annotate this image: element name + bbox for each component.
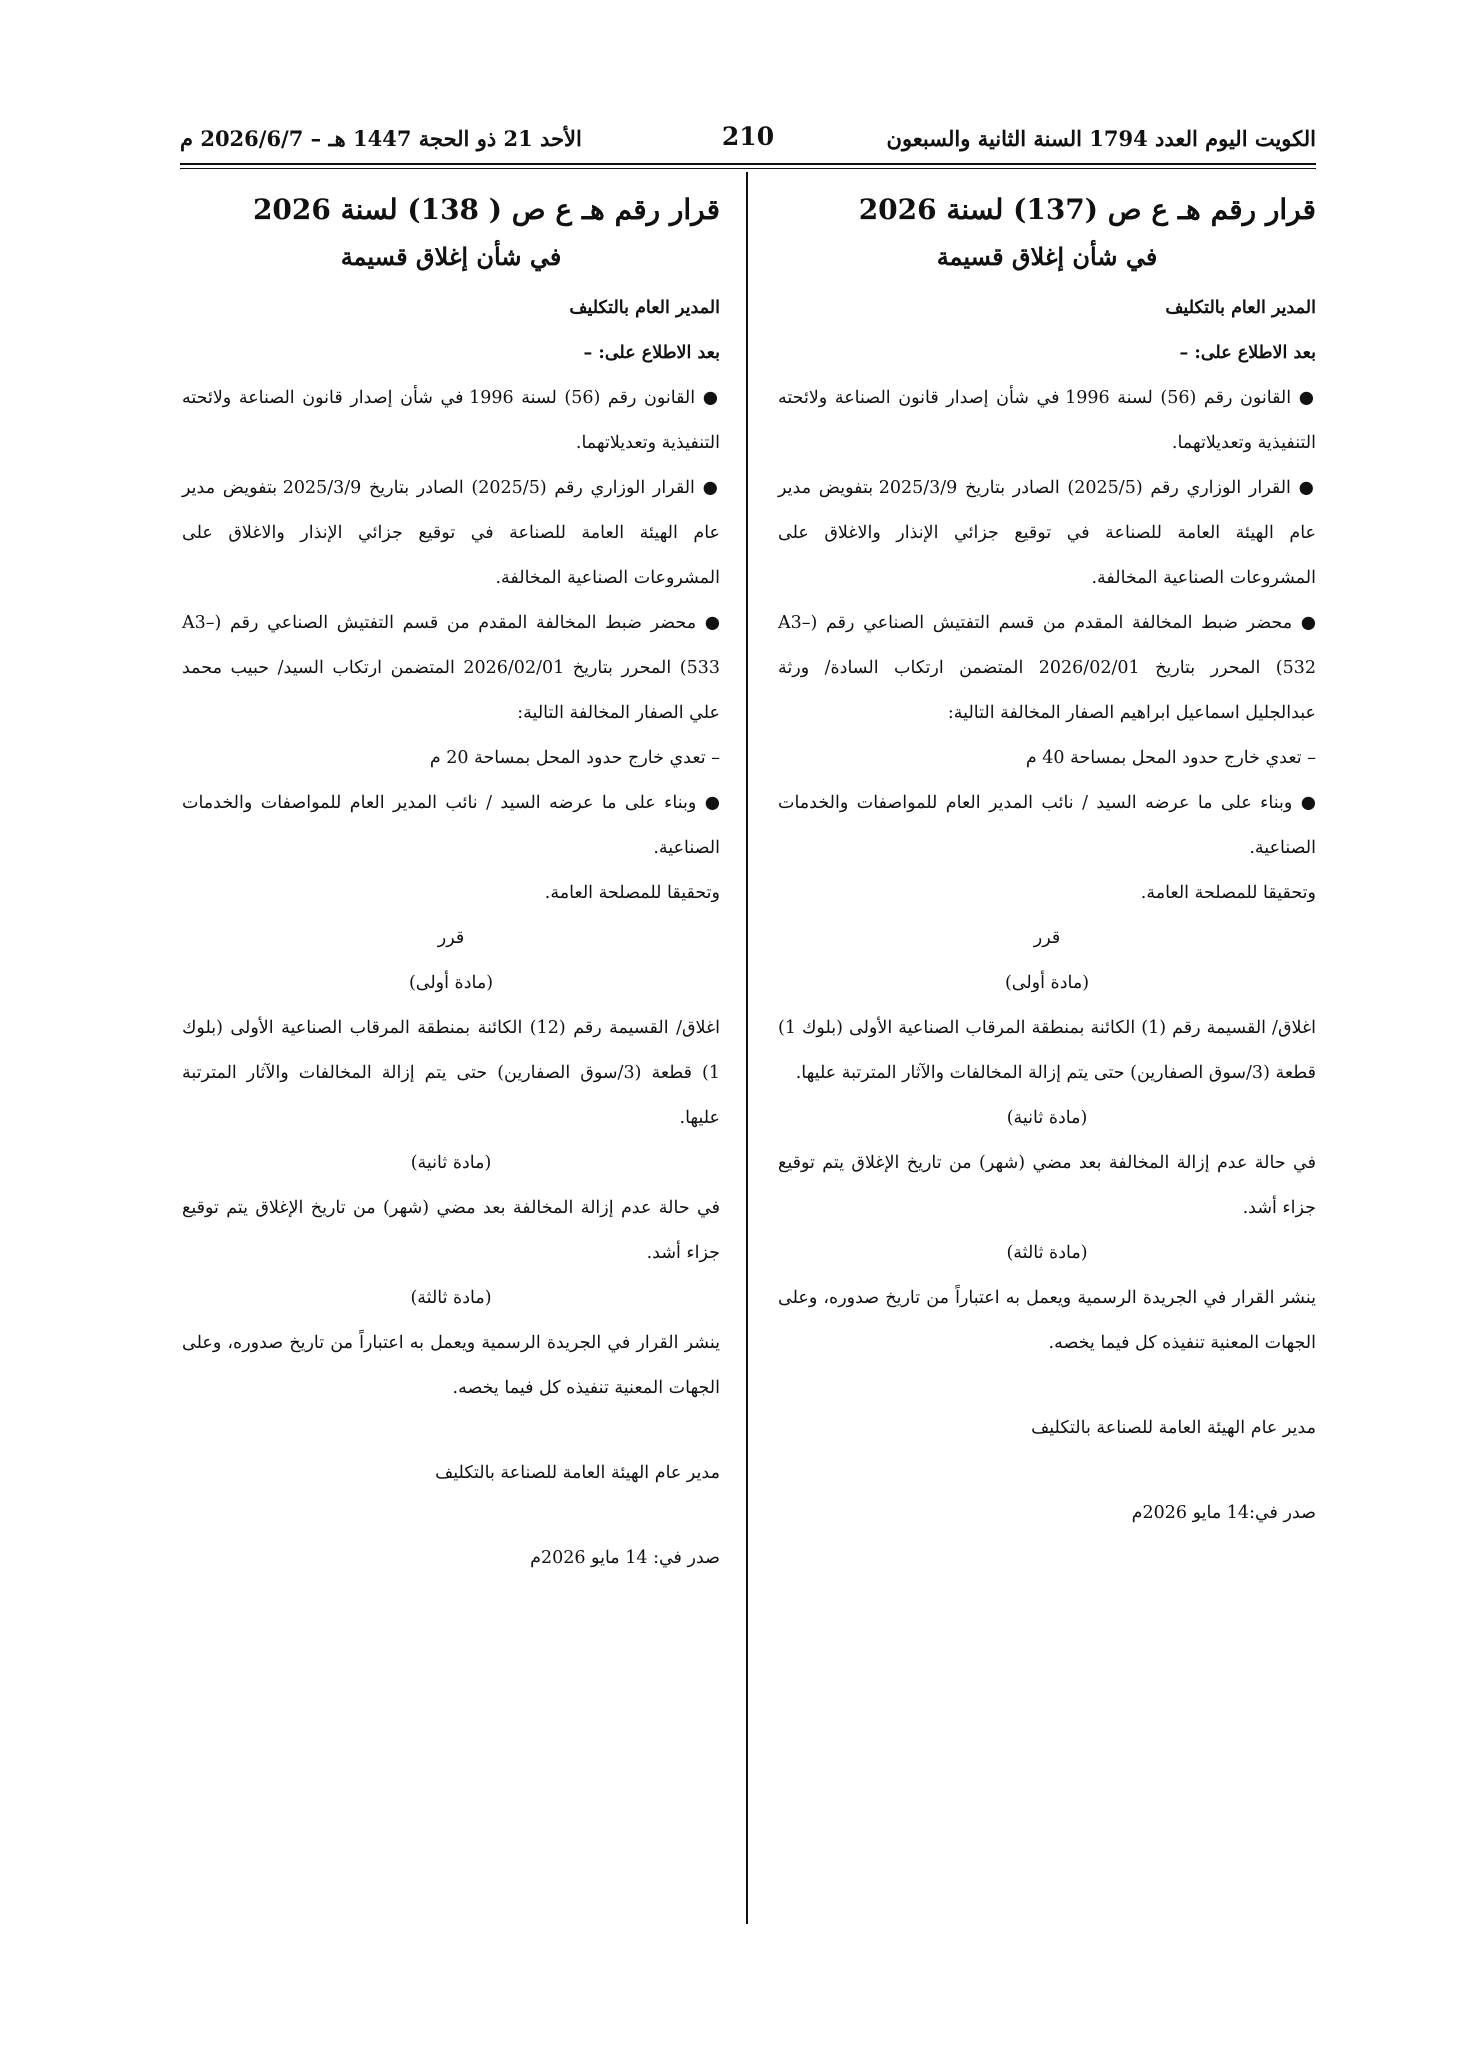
header-rule-thin <box>180 168 1316 169</box>
decision-title: قرار رقم هـ ع ص ( 138) لسنة 2026 <box>252 193 720 226</box>
clause-ministerial-decision: ● القرار الوزاري رقم (2025/5) الصادر بتاريخ 2025/3/9 بتفويض مدير عام الهيئة العامة للصناعة في توقيع جزائي الإنذار والاغلاق على المشروعات الصناعية المخالفة. <box>182 478 720 588</box>
issued-date: صدر في:14 مايو 2026م <box>1131 1503 1316 1523</box>
public-interest: وتحقيقا للمصلحة العامة. <box>544 883 720 903</box>
after-review: بعد الاطلاع على: – <box>583 343 720 363</box>
article-3-text: ينشر القرار في الجريدة الرسمية ويعمل به اعتباراً من تاريخ صدوره، وعلى الجهات المعنية تنفيذه كل فيما يخصه. <box>182 1333 720 1398</box>
issued-date: صدر في: 14 مايو 2026م <box>530 1548 720 1568</box>
issuer: المدير العام بالتكليف <box>569 298 720 318</box>
decided-heading: قرر <box>437 928 465 948</box>
article-2-heading: (مادة ثانية) <box>1006 1108 1088 1128</box>
article-2-heading: (مادة ثانية) <box>410 1153 492 1173</box>
header-rule-thick <box>180 163 1316 165</box>
article-2-text: في حالة عدم إزالة المخالفة بعد مضي (شهر) من تاريخ الإغلاق يتم توقيع جزاء أشد. <box>778 1153 1316 1218</box>
violation-item: – تعدي خارج حدود المحل بمساحة 40 م <box>1025 748 1316 768</box>
decision-138-column <box>182 180 720 1581</box>
signatory: مدير عام الهيئة العامة للصناعة بالتكليف <box>435 1463 720 1483</box>
clause-violation-report: ● محضر ضبط المخالفة المقدم من قسم التفتيش الصناعي رقم (A3–532) المحرر بتاريخ 2026/02/01 المتضمن ارتكاب السادة/ ورثة عبدالجليل اسماعيل ابراهيم الصفار المخالفة التالية: <box>778 613 1316 723</box>
violation-item: – تعدي خارج حدود المحل بمساحة 20 م <box>429 748 720 768</box>
issuer: المدير العام بالتكليف <box>1165 298 1316 318</box>
clause-ministerial-decision: ● القرار الوزاري رقم (2025/5) الصادر بتاريخ 2025/3/9 بتفويض مدير عام الهيئة العامة للصناعة في توقيع جزائي الإنذار والاغلاق على المشروعات الصناعية المخالفة. <box>778 478 1316 588</box>
decision-title: قرار رقم هـ ع ص (137) لسنة 2026 <box>858 193 1316 226</box>
decision-137-column <box>778 180 1316 1536</box>
public-interest: وتحقيقا للمصلحة العامة. <box>1140 883 1316 903</box>
clause-proposal: ● وبناء على ما عرضه السيد / نائب المدير العام للمواصفات والخدمات الصناعية. <box>182 793 720 858</box>
clause-violation-report: ● محضر ضبط المخالفة المقدم من قسم التفتيش الصناعي رقم (A3–533) المحرر بتاريخ 2026/02/01 المتضمن ارتكاب السيد/ حبيب محمد علي الصفار المخالفة التالية: <box>182 613 720 723</box>
page-header <box>180 118 1316 160</box>
article-1-text: اغلاق/ القسيمة رقم (1) الكائنة بمنطقة المرقاب الصناعية الأولى (بلوك 1) قطعة (3/سوق الصفارين) حتى يتم إزالة المخالفات والآثار المترتبة عليها. <box>778 1018 1316 1083</box>
article-1-heading: (مادة أولى) <box>408 973 494 993</box>
article-3-heading: (مادة ثالثة) <box>410 1288 492 1308</box>
article-1-text: اغلاق/ القسيمة رقم (12) الكائنة بمنطقة المرقاب الصناعية الأولى (بلوك 1) قطعة (3/سوق الصفارين) حتى يتم إزالة المخالفات والآثار المترتبة عليها. <box>182 1018 720 1128</box>
clause-law: ● القانون رقم (56) لسنة 1996 في شأن إصدار قانون الصناعة ولائحته التنفيذية وتعديلاتهما. <box>182 388 721 453</box>
page-number: 210 <box>721 122 775 151</box>
clause-law: ● القانون رقم (56) لسنة 1996 في شأن إصدار قانون الصناعة ولائحته التنفيذية وتعديلاتهما. <box>778 388 1317 453</box>
signatory: مدير عام الهيئة العامة للصناعة بالتكليف <box>1031 1418 1316 1438</box>
article-1-heading: (مادة أولى) <box>1004 973 1090 993</box>
after-review: بعد الاطلاع على: – <box>1179 343 1316 363</box>
clause-proposal: ● وبناء على ما عرضه السيد / نائب المدير العام للمواصفات والخدمات الصناعية. <box>778 793 1316 858</box>
article-3-heading: (مادة ثالثة) <box>1006 1243 1088 1263</box>
column-divider <box>746 172 748 1924</box>
issue-date: الأحد 21 ذو الحجة 1447 هـ – 2026/6/7 م <box>180 126 582 151</box>
decision-subtitle: في شأن إغلاق قسيمة <box>340 242 562 271</box>
article-3-text: ينشر القرار في الجريدة الرسمية ويعمل به اعتباراً من تاريخ صدوره، وعلى الجهات المعنية تنفيذه كل فيما يخصه. <box>778 1288 1316 1353</box>
decided-heading: قرر <box>1033 928 1061 948</box>
article-2-text: في حالة عدم إزالة المخالفة بعد مضي (شهر) من تاريخ الإغلاق يتم توقيع جزاء أشد. <box>182 1198 720 1263</box>
publication-info: الكويت اليوم العدد 1794 السنة الثانية والسبعون <box>886 126 1316 151</box>
decision-subtitle: في شأن إغلاق قسيمة <box>936 242 1158 271</box>
